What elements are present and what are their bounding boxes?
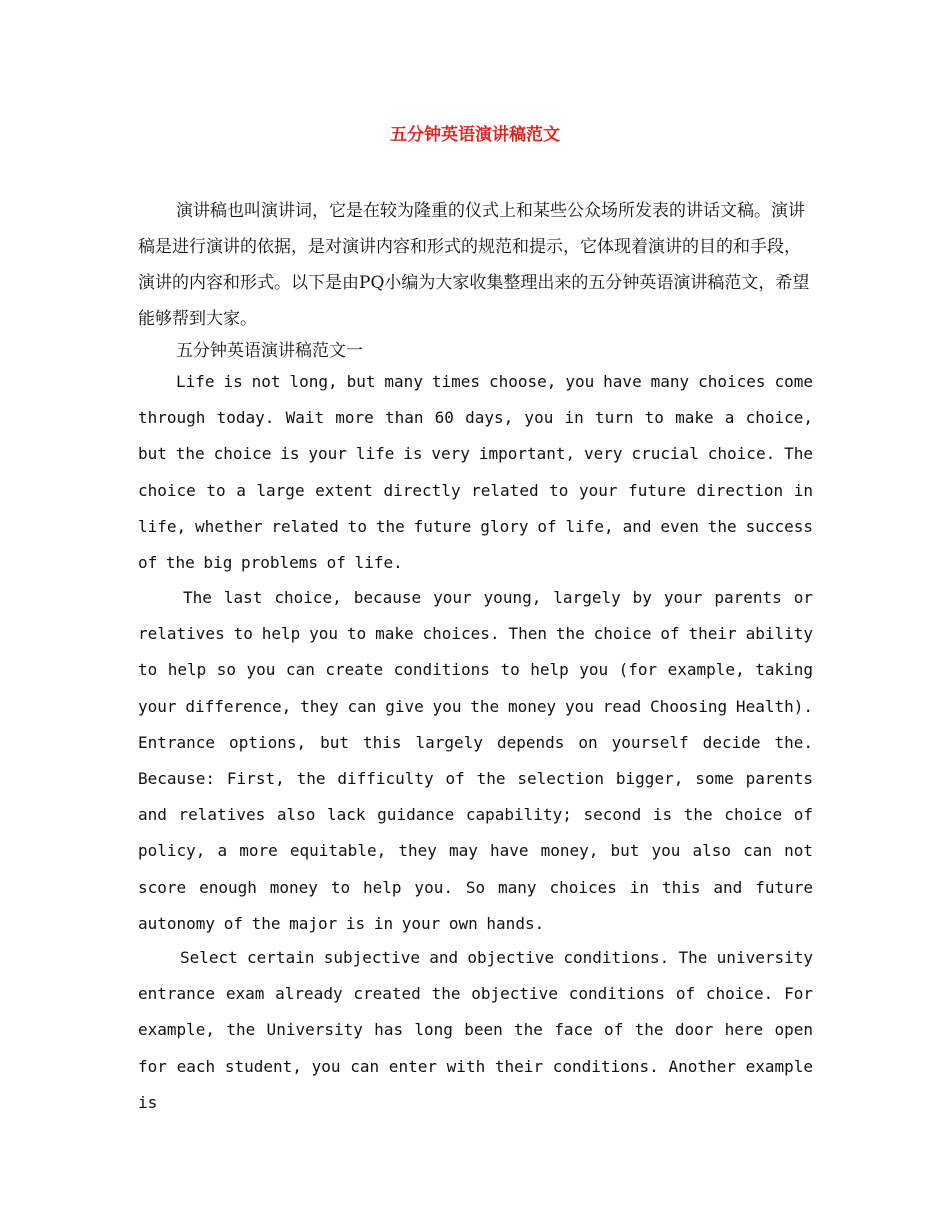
- document-title: 五分钟英语演讲稿范文: [390, 125, 560, 145]
- speech-paragraph-3: Select certain subjective and objective conditions. The university entrance exam already created the objective conditions of choice. For example, the University has long been the face of the door here open for each student, you can enter with their conditions. Another example is: [138, 948, 813, 1112]
- intro-paragraph: 演讲稿也叫演讲词，它是在较为隆重的仪式上和某些公众场所发表的讲话文稿。演讲稿是进行演讲的依据，是对演讲内容和形式的规范和提示，它体现着演讲的目的和手段，演讲的内容和形式。以下是由PQ小编为大家收集整理出来的五分钟英语演讲稿范文，希望能够帮到大家。: [138, 201, 810, 329]
- speech-paragraph-2: The last choice, because your young, largely by your parents or relatives to help you to make choices. Then the choice of their ability to help so you can create conditions to help you (for example, taking your difference, they can give you the money you read Choosing Health). Entrance options, but this largely depends on yourself decide the. Because: First, the difficulty of the selection bigger, some parents and relatives also lack guidance capability; second is the choice of policy, a more equitable, they may have money, but you also can not score enough money to help you. So many choices in this and future autonomy of the major is in your own hands.: [138, 588, 813, 933]
- speech-paragraph-1: Life is not long, but many times choose, you have many choices come through today. Wait more than 60 days, you in turn to make a choice, but the choice is your life is very important, very crucial choice. The choice to a large extent directly related to your future direction in life, whether related to the future glory of life, and even the success of the big problems of life.: [138, 372, 813, 573]
- section-heading: 五分钟英语演讲稿范文一: [176, 341, 363, 361]
